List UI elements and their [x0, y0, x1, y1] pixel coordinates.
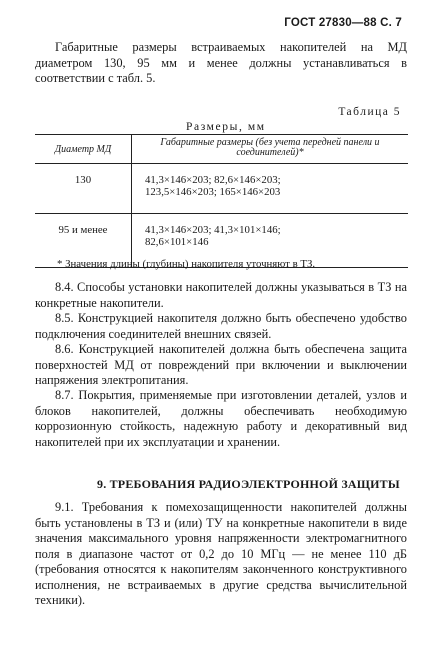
- page-header: ГОСТ 27830—88 С. 7: [284, 17, 402, 29]
- paragraph-8-7: 8.7. Покрытия, применяемые при изготовлении деталей, узлов и блоков накопителей, должны обеспечивать необходимую коррозионную стойкость, надежную работу и декоративный вид накопителей при их эксплуатации и хранении.: [35, 388, 407, 449]
- paragraph-8-4: 8.4. Способы установки накопителей должны указываться в ТЗ на конкретные накопители.: [35, 280, 407, 310]
- table-footnote: * Значения длины (глубины) накопителя уточняют в ТЗ.: [57, 258, 316, 270]
- table-cell-sizes: [132, 164, 409, 214]
- table-cell-diameter: 95 и менее: [35, 214, 132, 268]
- sizes-line: 82,6×101×146: [145, 236, 209, 248]
- dimensions-table: [35, 134, 408, 268]
- table-row: [35, 164, 408, 214]
- table-header-row: [35, 135, 408, 164]
- sizes-line: 41,3×146×203; 41,3×101×146;: [145, 224, 281, 236]
- paragraph-8-5: 8.5. Конструкцией накопителя должно быть обеспечено удобство подключения соединителей внешних связей.: [35, 311, 407, 341]
- table-caption: Таблица 5: [338, 106, 401, 118]
- col-header-sizes: Габаритные размеры (без учета передней панели и соединителей)*: [160, 137, 380, 158]
- table-units: Размеры, мм: [186, 121, 266, 133]
- col-header-diameter: Диаметр МД: [35, 135, 132, 164]
- section-title: 9. ТРЕБОВАНИЯ РАДИОЭЛЕКТРОННОЙ ЗАЩИТЫ: [97, 477, 400, 491]
- paragraph-9-1: 9.1. Требования к помехозащищенности накопителей должны быть установлены в ТЗ и (или) ТУ на конкретные накопители в виде значения максимального уровня напряженности электромагнитного поля в диапазоне частот от 0,2 до 10 МГц — не менее 110 дБ (требования относятся к накопителям законченного конструктивного исполнения, не встраиваемых в другие средства вычислительной техники).: [35, 500, 407, 607]
- sizes-line: 123,5×146×203; 165×146×203: [145, 186, 281, 198]
- paragraph-8-6: 8.6. Конструкцией накопителей должна быть обеспечена защита поверхностей МД от повреждений при включении и выключении напряжения электропитания.: [35, 342, 407, 387]
- table-cell-diameter: 130: [35, 164, 132, 214]
- intro-paragraph: Габаритные размеры встраиваемых накопителей на МД диаметром 130, 95 мм и менее должны устанавливаться в соответствии с табл. 5.: [35, 40, 407, 85]
- sizes-line: 41,3×146×203; 82,6×146×203;: [145, 174, 281, 186]
